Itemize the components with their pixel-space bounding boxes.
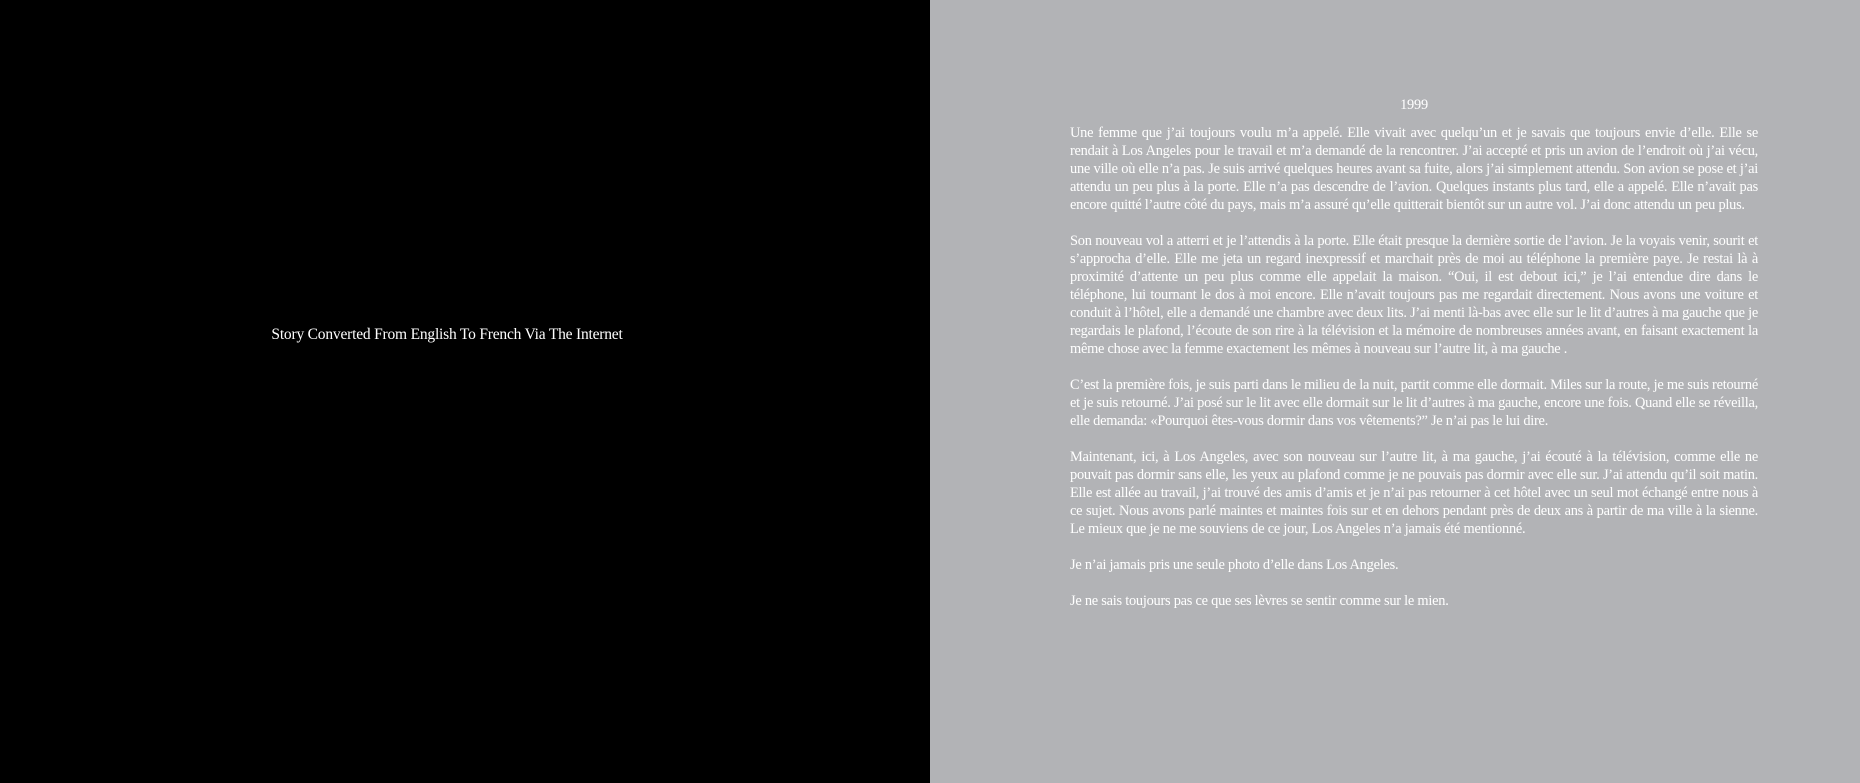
year-heading: 1999 [1400,97,1428,113]
paragraph-4: Maintenant, ici, à Los Angeles, avec son nouveau sur l’autre lit, à ma gauche, j’ai écouté à la télévision, comme elle ne pouvait pas dormir sans elle, les yeux au plafond comme je ne pouvais pas dormir avec elle sur. J’ai attendu qu’il soit matin. Elle est allée au travail, j’ai trouvé des amis d’amis et je n’ai pas retourner à cet hôtel avec un seul mot échangé entre nous à ce sujet. Nous avons parlé maintes et maintes fois sur et en dehors pendant près de deux ans à partir de ma ville à la sienne. Le mieux que je ne me souviens de ce jour, Los Angeles n’a jamais été mentionné. [1070,449,1758,537]
paragraph-2: Son nouveau vol a atterri et je l’attendis à la porte. Elle était presque la dernière sortie de l’avion. Je la voyais venir, sourit et s’approcha d’elle. Elle me jeta un regard inexpressif et marchait près de moi au téléphone la première paye. Je restai là à proximité d’attente un peu plus comme elle appelait la maison. “Oui, il est debout ici,” je l’ai entendue dire dans le téléphone, lui tournant le dos à moi encore. Elle n’avait toujours pas me regardait directement. Nous avons une voiture et conduit à l’hôtel, elle a demandé une chambre avec deux lits. J’ai menti là-bas avec elle sur le lit d’autres à ma gauche que je regardais le plafond, l’écoute de son rire à la télévision et la mémoire de nombreuses années avant, en faisant exactement la même chose avec la femme exactement les mêmes à nouveau sur l’autre lit, à ma gauche . [1070,233,1758,357]
story-text [1070,96,1758,610]
story-title: Story Converted From English To French Via The Internet [271,326,623,343]
paragraph-1: Une femme que j’ai toujours voulu m’a appelé. Elle vivait avec quelqu’un et je savais que toujours envie d’elle. Elle se rendait à Los Angeles pour le travail et m’a demandé de la rencontrer. J’ai accepté et pris un avion de l’endroit où j’ai vécu, une ville où elle n’a pas. Je suis arrivé quelques heures avant sa fuite, alors j’ai simplement attendu. Son avion se pose et j’ai attendu un peu plus à la porte. Elle n’a pas descendre de l’avion. Quelques instants plus tard, elle a appelé. Elle n’avait pas encore quitté l’autre côté du pays, mais m’a assuré qu’elle quitterait bientôt sur un autre vol. J’ai donc attendu un peu plus. [1070,125,1758,213]
paragraph-5: Je n’ai jamais pris une seule photo d’elle dans Los Angeles. [1070,557,1399,573]
paragraph-6: Je ne sais toujours pas ce que ses lèvres se sentir comme sur le mien. [1070,593,1449,609]
paragraph-3: C’est la première fois, je suis parti dans le milieu de la nuit, partit comme elle dormait. Miles sur la route, je me suis retourné et je suis retourné. J’ai posé sur le lit avec elle dormait sur le lit d’autres à ma gauche, encore une fois. Quand elle se réveilla, elle demanda: «Pourquoi êtes-vous dormir dans vos vêtements?” Je n’ai pas le lui dire. [1070,377,1758,429]
right-page [930,0,1860,783]
